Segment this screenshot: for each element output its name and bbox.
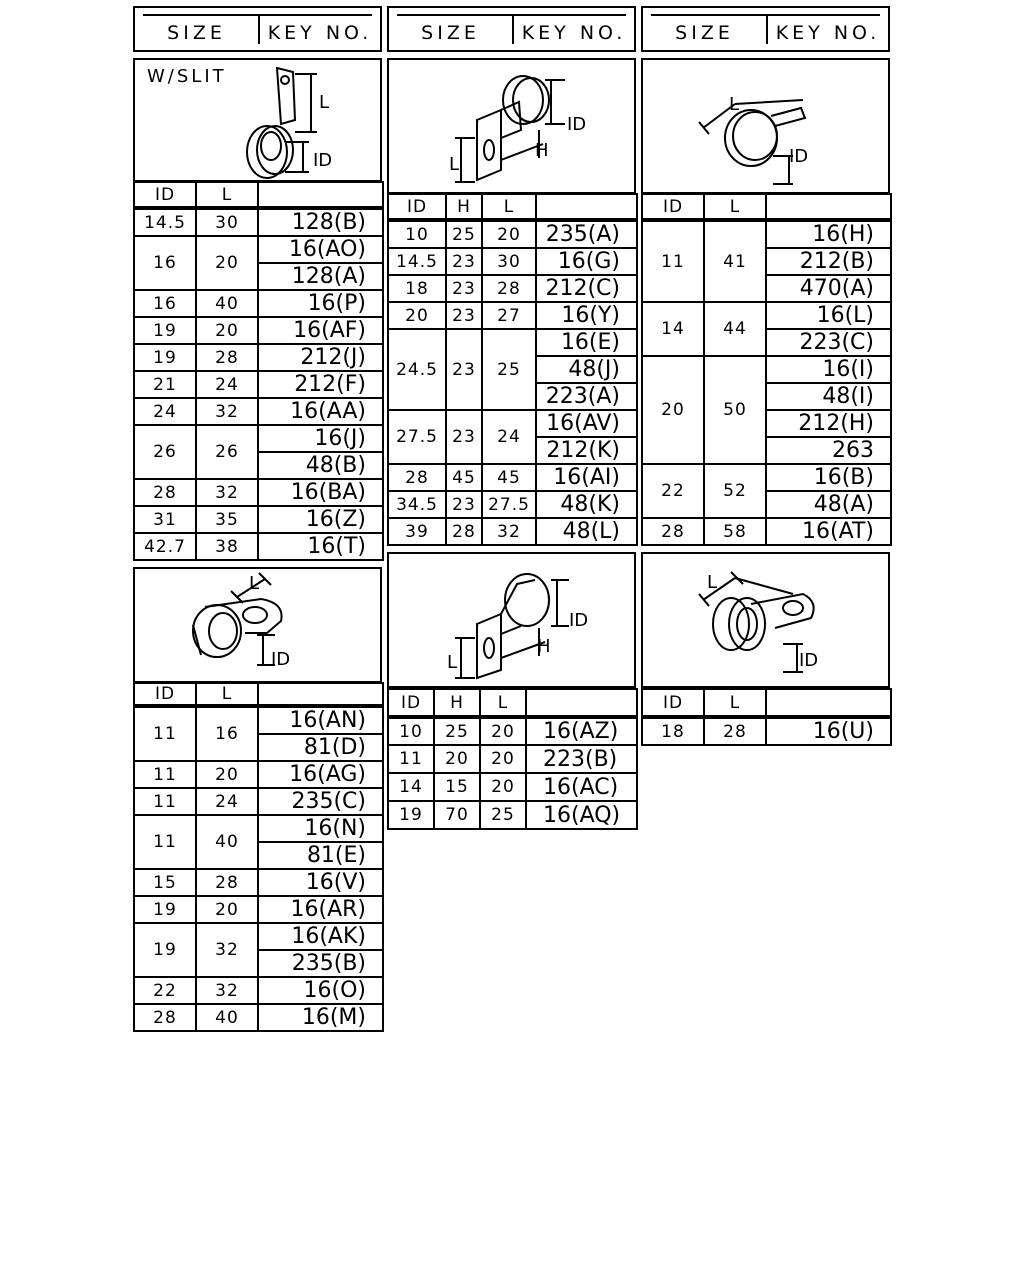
cell-key-no: 212(J)	[258, 344, 383, 371]
cell-key-no: 16(U)	[766, 717, 891, 745]
cell-key-no: 16(AO)	[258, 236, 383, 263]
offset-clip-drawing	[389, 60, 638, 196]
cell-l: 26	[196, 425, 258, 479]
cell-id: 10	[388, 220, 446, 248]
cell-key-no: 16(Y)	[536, 302, 637, 329]
cell-id: 28	[642, 518, 704, 545]
cell-id: 10	[388, 717, 434, 745]
column-header	[526, 689, 637, 717]
table-row	[388, 302, 637, 329]
cell-key-no: 470(A)	[766, 275, 891, 302]
cell-key-no: 235(B)	[258, 950, 383, 977]
cell-h: 45	[446, 464, 482, 491]
table-row	[388, 717, 637, 745]
cell-h: 23	[446, 491, 482, 518]
cell-key-no: 16(AN)	[258, 706, 383, 734]
cell-l: 24	[196, 788, 258, 815]
cell-key-no: 16(T)	[258, 533, 383, 560]
column-header	[258, 182, 383, 208]
cell-key-no: 16(AK)	[258, 923, 383, 950]
cell-id: 31	[134, 506, 196, 533]
table-row	[642, 356, 891, 383]
table-row	[388, 773, 637, 801]
cell-l: 50	[704, 356, 766, 464]
table-row	[134, 1004, 383, 1031]
column-header: L	[704, 194, 766, 220]
cell-key-no: 212(H)	[766, 410, 891, 437]
dim-id-label: ID	[313, 150, 333, 171]
table-row	[134, 923, 383, 950]
cell-l: 27.5	[482, 491, 536, 518]
cell-key-no: 16(L)	[766, 302, 891, 329]
column-header: ID	[642, 689, 704, 717]
cell-l: 32	[196, 923, 258, 977]
cell-key-no: 16(E)	[536, 329, 637, 356]
cell-id: 11	[134, 706, 196, 761]
cell-id: 14	[388, 773, 434, 801]
column-header: ID	[134, 182, 196, 208]
cell-key-no: 212(K)	[536, 437, 637, 464]
cell-h: 15	[434, 773, 480, 801]
cell-h: 23	[446, 410, 482, 464]
cell-key-no: 128(B)	[258, 208, 383, 236]
cell-h: 23	[446, 302, 482, 329]
figure-offset-clip-2	[387, 552, 636, 688]
cell-key-no: 235(A)	[536, 220, 637, 248]
size-key-header-3	[641, 6, 890, 52]
cell-l: 25	[480, 801, 526, 829]
cell-l: 28	[482, 275, 536, 302]
slit-note: W/SLIT	[147, 66, 227, 87]
table-row	[134, 208, 383, 236]
cell-l: 20	[480, 745, 526, 773]
cushion-clip-drawing	[135, 569, 384, 685]
cell-key-no: 16(AV)	[536, 410, 637, 437]
dim-id-label: ID	[799, 650, 819, 671]
cell-id: 18	[388, 275, 446, 302]
cell-id: 18	[642, 717, 704, 745]
column-header	[536, 194, 637, 220]
cell-l: 20	[196, 317, 258, 344]
table-row	[388, 220, 637, 248]
cell-l: 30	[196, 208, 258, 236]
column-header	[766, 194, 891, 220]
table-row	[134, 425, 383, 452]
cell-l: 20	[196, 896, 258, 923]
cell-id: 19	[134, 344, 196, 371]
cell-key-no: 48(L)	[536, 518, 637, 545]
column-header: H	[434, 689, 480, 717]
cell-id: 11	[642, 220, 704, 302]
cell-l: 32	[196, 479, 258, 506]
cell-id: 22	[642, 464, 704, 518]
table-row	[642, 717, 891, 745]
table-row	[134, 815, 383, 842]
dim-h-label: H	[537, 636, 551, 657]
cell-l: 41	[704, 220, 766, 302]
cell-key-no: 212(F)	[258, 371, 383, 398]
table-row	[642, 302, 891, 329]
cell-key-no: 16(G)	[536, 248, 637, 275]
column-header: ID	[134, 683, 196, 706]
table-row	[388, 329, 637, 356]
key-no-label: KEY NO.	[775, 22, 881, 44]
table-row	[134, 371, 383, 398]
figure-insulated-clip	[641, 552, 890, 688]
cell-l: 28	[704, 717, 766, 745]
column-header: ID	[642, 194, 704, 220]
cell-key-no: 16(Z)	[258, 506, 383, 533]
cell-id: 11	[388, 745, 434, 773]
cell-id: 20	[642, 356, 704, 464]
table-row	[134, 896, 383, 923]
parts-table-slit-clip	[133, 181, 384, 561]
cell-l: 32	[482, 518, 536, 545]
cell-id: 22	[134, 977, 196, 1004]
column-header: H	[446, 194, 482, 220]
cell-id: 24.5	[388, 329, 446, 410]
table-row	[388, 248, 637, 275]
table-row	[134, 344, 383, 371]
cell-id: 19	[134, 317, 196, 344]
cell-h: 25	[434, 717, 480, 745]
table-row	[388, 801, 637, 829]
cell-l: 16	[196, 706, 258, 761]
cell-key-no: 16(H)	[766, 220, 891, 248]
parts-table-offset-clip	[387, 193, 638, 546]
figure-band-clip	[641, 58, 890, 194]
cell-id: 14.5	[134, 208, 196, 236]
table-row	[388, 491, 637, 518]
figure-offset-clip	[387, 58, 636, 194]
cell-id: 14.5	[388, 248, 446, 275]
key-no-label: KEY NO.	[267, 22, 373, 44]
cell-key-no: 48(I)	[766, 383, 891, 410]
table-row	[388, 518, 637, 545]
key-no-label: KEY NO.	[521, 22, 627, 44]
cell-key-no: 48(A)	[766, 491, 891, 518]
cell-id: 19	[134, 923, 196, 977]
table-row	[134, 869, 383, 896]
parts-table-band-clip	[641, 193, 892, 546]
cell-h: 20	[434, 745, 480, 773]
table-row	[642, 518, 891, 545]
cell-l: 20	[482, 220, 536, 248]
column-header: L	[482, 194, 536, 220]
table-row	[134, 398, 383, 425]
cell-key-no: 16(AA)	[258, 398, 383, 425]
cell-l: 25	[482, 329, 536, 410]
parts-table-cushion-clip	[133, 682, 384, 1032]
cell-key-no: 223(C)	[766, 329, 891, 356]
cell-key-no: 212(B)	[766, 248, 891, 275]
cell-l: 52	[704, 464, 766, 518]
cell-key-no: 81(D)	[258, 734, 383, 761]
column-header: L	[196, 182, 258, 208]
cell-key-no: 16(O)	[258, 977, 383, 1004]
table-row	[388, 464, 637, 491]
cell-l: 20	[480, 773, 526, 801]
cell-id: 21	[134, 371, 196, 398]
cell-h: 28	[446, 518, 482, 545]
size-label: SIZE	[675, 22, 734, 44]
cell-l: 58	[704, 518, 766, 545]
column-header: ID	[388, 194, 446, 220]
cell-key-no: 16(AT)	[766, 518, 891, 545]
cell-id: 27.5	[388, 410, 446, 464]
cell-id: 19	[134, 896, 196, 923]
cell-h: 23	[446, 275, 482, 302]
cell-key-no: 16(AR)	[258, 896, 383, 923]
cell-id: 14	[642, 302, 704, 356]
cell-id: 39	[388, 518, 446, 545]
cell-id: 16	[134, 290, 196, 317]
table-row	[134, 317, 383, 344]
cell-id: 11	[134, 761, 196, 788]
parts-table-offset-clip-2	[387, 688, 638, 830]
cell-key-no: 128(A)	[258, 263, 383, 290]
cell-l: 32	[196, 398, 258, 425]
dim-id-label: ID	[569, 610, 589, 631]
cell-l: 28	[196, 344, 258, 371]
table-row	[134, 761, 383, 788]
cell-id: 15	[134, 869, 196, 896]
size-key-header-1	[133, 6, 382, 52]
dim-l-label: L	[707, 572, 718, 593]
dim-l-label: L	[447, 652, 458, 673]
dim-l-label: L	[319, 92, 330, 113]
table-row	[134, 506, 383, 533]
cell-l: 40	[196, 1004, 258, 1031]
cell-key-no: 16(AI)	[536, 464, 637, 491]
column-header: L	[480, 689, 526, 717]
column-header: ID	[388, 689, 434, 717]
column-header	[258, 683, 383, 706]
dim-id-label: ID	[271, 649, 291, 670]
table-row	[388, 275, 637, 302]
table-row	[134, 788, 383, 815]
size-key-header-2	[387, 6, 636, 52]
cell-id: 28	[134, 479, 196, 506]
cell-l: 40	[196, 290, 258, 317]
cell-id: 28	[134, 1004, 196, 1031]
cell-key-no: 16(AC)	[526, 773, 637, 801]
table-row	[134, 533, 383, 560]
dim-id-label: ID	[567, 114, 587, 135]
cell-l: 28	[196, 869, 258, 896]
cell-id: 34.5	[388, 491, 446, 518]
cell-key-no: 16(J)	[258, 425, 383, 452]
cell-key-no: 16(N)	[258, 815, 383, 842]
table-row	[134, 290, 383, 317]
cell-key-no: 223(A)	[536, 383, 637, 410]
cell-key-no: 48(J)	[536, 356, 637, 383]
cell-id: 24	[134, 398, 196, 425]
size-label: SIZE	[421, 22, 480, 44]
dim-l-label: L	[729, 94, 740, 115]
band-clip-drawing	[643, 60, 892, 196]
dim-h-label: H	[535, 140, 549, 161]
cell-l: 24	[482, 410, 536, 464]
cell-l: 40	[196, 815, 258, 869]
cell-l: 24	[196, 371, 258, 398]
cell-id: 28	[388, 464, 446, 491]
cell-l: 32	[196, 977, 258, 1004]
cell-l: 20	[196, 761, 258, 788]
cell-key-no: 16(B)	[766, 464, 891, 491]
slit-clip-drawing	[135, 60, 384, 184]
cell-h: 25	[446, 220, 482, 248]
cell-key-no: 223(B)	[526, 745, 637, 773]
cell-key-no: 48(K)	[536, 491, 637, 518]
table-row	[388, 745, 637, 773]
cell-l: 20	[196, 236, 258, 290]
cell-key-no: 81(E)	[258, 842, 383, 869]
cell-key-no: 16(BA)	[258, 479, 383, 506]
insulated-clip-drawing	[643, 554, 892, 690]
cell-key-no: 263	[766, 437, 891, 464]
figure-slit-clip	[133, 58, 382, 182]
cell-l: 44	[704, 302, 766, 356]
cell-key-no: 212(C)	[536, 275, 637, 302]
cell-l: 35	[196, 506, 258, 533]
cell-key-no: 235(C)	[258, 788, 383, 815]
column-header	[766, 689, 891, 717]
table-row	[134, 236, 383, 263]
cell-id: 19	[388, 801, 434, 829]
cell-key-no: 16(I)	[766, 356, 891, 383]
figure-cushion-clip	[133, 567, 382, 683]
dim-l-label: L	[249, 573, 260, 594]
cell-l: 27	[482, 302, 536, 329]
cell-l: 20	[480, 717, 526, 745]
size-label: SIZE	[167, 22, 226, 44]
cell-key-no: 16(AZ)	[526, 717, 637, 745]
cell-id: 42.7	[134, 533, 196, 560]
cell-h: 23	[446, 329, 482, 410]
cell-h: 23	[446, 248, 482, 275]
cell-key-no: 16(AG)	[258, 761, 383, 788]
cell-id: 11	[134, 788, 196, 815]
offset-clip-2-drawing	[389, 554, 638, 690]
dim-id-label: ID	[789, 146, 809, 167]
parts-table-insulated-clip	[641, 688, 892, 746]
table-row	[642, 464, 891, 491]
dim-l-label: L	[449, 154, 460, 175]
table-row	[642, 220, 891, 248]
cell-key-no: 48(B)	[258, 452, 383, 479]
column-header: L	[704, 689, 766, 717]
table-row	[134, 977, 383, 1004]
cell-id: 26	[134, 425, 196, 479]
cell-key-no: 16(AF)	[258, 317, 383, 344]
table-row	[134, 706, 383, 734]
cell-id: 11	[134, 815, 196, 869]
cell-l: 30	[482, 248, 536, 275]
cell-id: 20	[388, 302, 446, 329]
cell-h: 70	[434, 801, 480, 829]
cell-key-no: 16(M)	[258, 1004, 383, 1031]
cell-id: 16	[134, 236, 196, 290]
cell-key-no: 16(V)	[258, 869, 383, 896]
column-header: L	[196, 683, 258, 706]
cell-key-no: 16(AQ)	[526, 801, 637, 829]
cell-l: 45	[482, 464, 536, 491]
table-row	[134, 479, 383, 506]
cell-key-no: 16(P)	[258, 290, 383, 317]
cell-l: 38	[196, 533, 258, 560]
table-row	[388, 410, 637, 437]
